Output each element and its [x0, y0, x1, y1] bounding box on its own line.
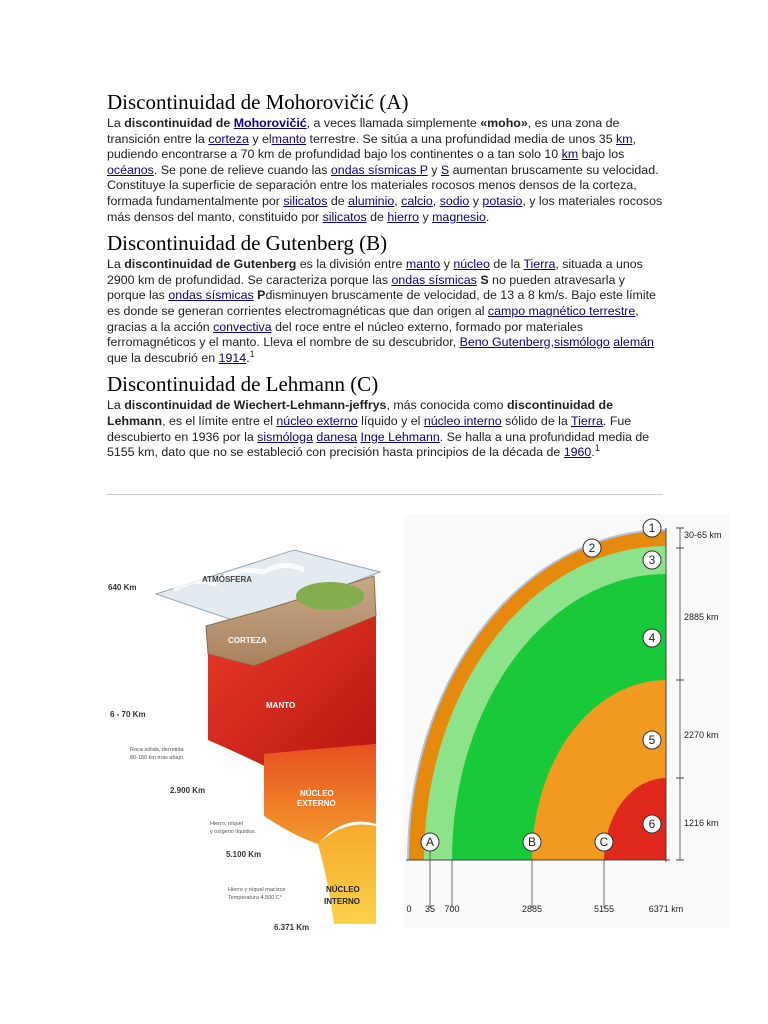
marker-b: B	[527, 835, 537, 849]
inline-link[interactable]: ondas sísmicas	[168, 288, 254, 303]
inline-link[interactable]: aluminio	[348, 193, 395, 208]
paragraph-mohorovicic: La discontinuidad de Mohorovičić, a veces llamada simplemente «moho», es una zona de transición entre la corteza y elmanto terrestre. Se sitúa a una profundidad media de unos 35 km, pudiendo encontrarse a 70 km de profundidad bajo los continentes o a tan solo 10 km bajo los océanos. Se pone de relieve cuando las ondas sísmicas P y S aumentan bruscamente su velocidad. Constituye la superficie de separación entre los materiales rocosos menos densos de la corteza, formada fundamentalmente por silicatos de aluminio, calcio, sodio y potasio, y los materiales rocosos más densos del manto, constituido por silicatos de hierro y magnesio.	[107, 116, 663, 224]
tick-0: 0	[406, 904, 412, 914]
label-6-70km: 6 - 70 Km	[110, 710, 146, 719]
inline-link[interactable]: 1960	[563, 445, 592, 460]
inline-link[interactable]: 1914	[218, 350, 247, 365]
inner-core-layer	[318, 824, 376, 924]
bold-term: discontinuidad de Gutenberg	[124, 257, 297, 272]
inline-link[interactable]: danesa	[316, 429, 358, 444]
label-corteza: CORTEZA	[228, 636, 267, 645]
inline-link[interactable]: núcleo	[453, 257, 490, 272]
range-1216: 1216 km	[684, 818, 719, 828]
label-nucleo-externo-1: NÚCLEO	[300, 789, 334, 798]
inline-link[interactable]: magnesio	[432, 209, 486, 224]
range-30-65: 30-65 km	[684, 530, 722, 540]
label-6371km: 6.371 Km	[274, 923, 310, 932]
inline-link[interactable]: Tierra	[571, 413, 603, 428]
inline-link[interactable]: silicatos	[283, 193, 328, 208]
inline-link[interactable]: corteza	[208, 131, 249, 146]
label-2900km: 2.900 Km	[170, 786, 206, 795]
label-atmosfera: ATMÓSFERA	[202, 575, 253, 584]
inline-link[interactable]: ondas sísmicas	[391, 272, 477, 287]
marker-3: 3	[648, 553, 656, 567]
bold-term: P	[257, 288, 266, 303]
inline-link[interactable]: campo magnético terrestre	[487, 303, 636, 318]
inline-link[interactable]: alemán	[613, 335, 654, 350]
inline-link[interactable]: Tierra	[523, 257, 556, 272]
marker-4: 4	[648, 631, 656, 645]
tick-2885: 2885	[521, 904, 543, 914]
note-hierro-niquel-1: Hierro y níquel macizos	[228, 887, 286, 893]
paragraph-lehmann: La discontinuidad de Wiechert-Lehmann-jeffrys, más conocida como discontinuidad de Lehmann, es el límite entre el núcleo externo líquido y el núcleo interno sólido de la Tierra. Fue descubierto en 1936 por la sismóloga danesa Inge Lehmann. Se halla a una profundidad media de 5155 km, dato que no se estableció con precisión hasta principios de la década de 1960.$^1$	[107, 398, 650, 460]
heading-mohorovicic: Discontinuidad de Mohorovičić (A)	[107, 90, 409, 114]
inline-link[interactable]: núcleo interno	[423, 413, 502, 428]
tick-700: 700	[444, 904, 460, 914]
marker-1: 1	[648, 521, 656, 535]
label-nucleo-interno-2: INTERNO	[324, 897, 360, 906]
note-roca-1: Roca sólida, derretida	[130, 747, 184, 753]
label-640km: 640 Km	[108, 583, 137, 592]
note-hierro-2: y oxígeno líquidos.	[210, 829, 256, 835]
label-5100km: 5.100 Km	[226, 850, 262, 859]
earth-layers-illustration	[104, 514, 394, 944]
label-nucleo-interno-1: NÚCLEO	[326, 885, 360, 894]
bold-term: «moho»	[480, 116, 528, 130]
range-2885: 2885 km	[684, 612, 719, 622]
tick-6371: 6371 km	[648, 904, 684, 914]
inline-link[interactable]: manto	[271, 131, 307, 146]
earth-layers-svg	[104, 514, 394, 944]
heading-lehmann: Discontinuidad de Lehmann (C)	[107, 372, 379, 397]
note-hierro-niquel-2: Temperatura 4.500 C°	[228, 895, 282, 901]
footnote-ref[interactable]: 1	[249, 348, 255, 359]
tick-5155: 5155	[593, 904, 615, 914]
inline-link[interactable]: silicatos	[322, 209, 367, 224]
bold-term: discontinuidad de Lehmann	[107, 398, 613, 428]
bold-term: discontinuidad de Wiechert-Lehmann-jeffrys	[124, 398, 387, 413]
marker-a: A	[425, 835, 435, 849]
bold-term: discontinuidad de	[124, 116, 234, 130]
bold-term: S	[480, 272, 489, 287]
inline-link[interactable]: km	[561, 147, 579, 162]
inline-link[interactable]: S	[440, 162, 450, 177]
section-divider	[107, 494, 663, 495]
label-manto: MANTO	[266, 701, 296, 710]
inline-link[interactable]: Inge Lehmann	[360, 429, 440, 444]
land-green-area	[296, 582, 364, 610]
inline-link[interactable]: ondas sísmicas P	[330, 162, 428, 177]
tick-35: 35	[424, 904, 436, 914]
inline-link[interactable]: sodio	[439, 193, 470, 208]
inline-link[interactable]: manto	[405, 257, 441, 272]
footnote-ref[interactable]: 1	[594, 442, 600, 453]
inline-link[interactable]: calcio	[401, 193, 433, 208]
paragraph-gutenberg: La discontinuidad de Gutenberg es la división entre manto y núcleo de la Tierra, situada a unos 2900 km de profundidad. Se caracteriza porque las ondas sísmicas S no pueden atravesarla y porque las ondas sísmicas Pdisminuyen bruscamente de velocidad, de 13 a 8 km/s. Bajo este límite es donde se generan corrientes electromagnéticas que dan origen al campo magnético terrestre, gracias a la acción convectiva del roce entre el núcleo externo, formado por materiales ferromagnéticos y el manto. Lleva el nombre de su descubridor, Beno Gutenberg,sismólogo alemán que la descubrió en 1914.$^1$	[107, 257, 656, 365]
inline-link[interactable]: convectiva	[213, 319, 272, 334]
inline-link[interactable]: océanos	[107, 162, 154, 177]
note-hierro-1: Hierro, níquel	[210, 821, 244, 827]
heading-gutenberg: Discontinuidad de Gutenberg (B)	[107, 231, 388, 256]
inline-link[interactable]: Mohorovičić	[233, 116, 307, 130]
inline-link[interactable]: km	[616, 131, 633, 146]
article-content	[107, 88, 665, 465]
inline-link[interactable]: núcleo externo	[276, 413, 358, 428]
range-2270: 2270 km	[684, 730, 719, 740]
marker-2: 2	[588, 541, 596, 555]
cross-section-svg	[404, 514, 730, 928]
inline-link[interactable]: sismóloga	[257, 429, 313, 444]
earth-cross-section-diagram	[404, 514, 730, 928]
inline-link[interactable]: potasio	[482, 193, 523, 208]
marker-6: 6	[648, 817, 656, 831]
note-roca-2: 80-150 km más abajo.	[130, 755, 185, 761]
label-nucleo-externo-2: EXTERNO	[297, 799, 336, 808]
inline-link[interactable]: hierro	[387, 209, 420, 224]
depth-range-labels	[684, 530, 722, 828]
axis-tick-labels	[406, 904, 683, 914]
inline-link[interactable]: sismólogo	[554, 335, 610, 350]
marker-5: 5	[648, 733, 656, 747]
marker-c: C	[599, 835, 609, 849]
inline-link[interactable]: Beno Gutenberg	[459, 335, 551, 350]
